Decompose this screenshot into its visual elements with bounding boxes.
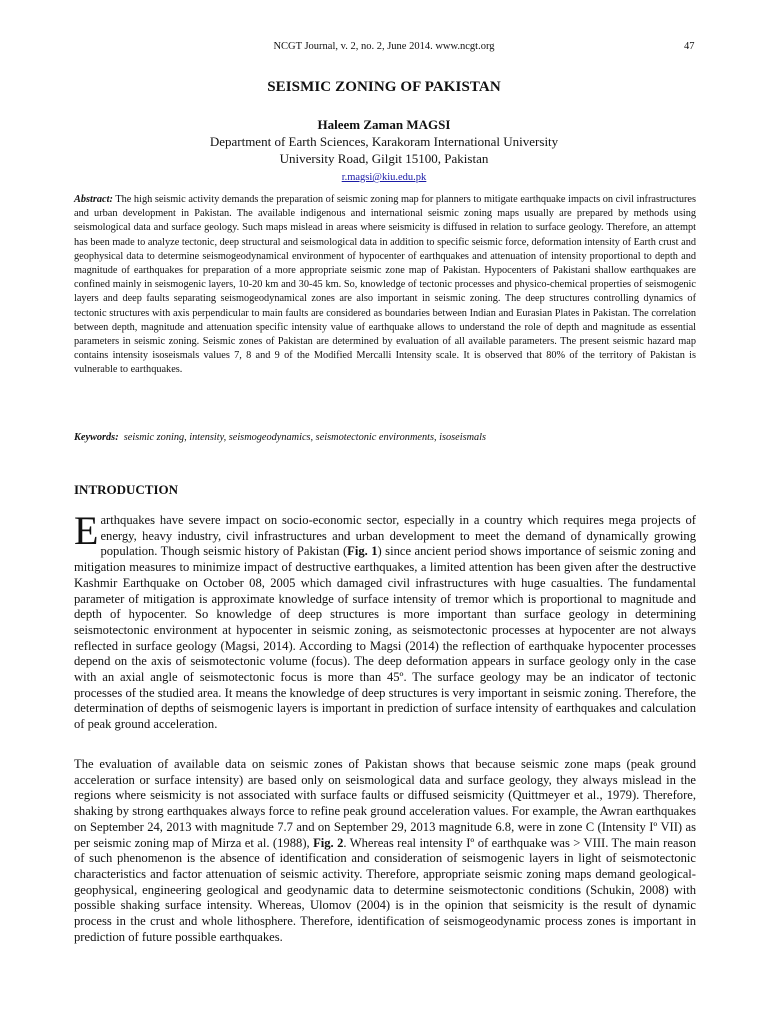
intro-paragraph-2	[74, 757, 696, 945]
paper-title: SEISMIC ZONING OF PAKISTAN	[267, 79, 501, 95]
author-department: Department of Earth Sciences, Karakoram International University	[209, 134, 559, 149]
intro-paragraph-1	[74, 508, 696, 733]
author-block	[0, 116, 768, 185]
dropcap: E	[74, 508, 99, 553]
intro-p2-text-b: . Whereas real intensity Iº of earthquake was > VIII. The main reason of such phenomenon is the absence of identification and consideration of seismogenic layers in light of seismotectonic characteristics and factor attenuation of seismic activity. Therefore, appropriate seismic zoning maps demand geological-geophysical, engineering geological and geodynamic data to determine seismotectonic conditions (Schukin, 2008) with possible shaking surface intensity. Whereas, Ulomov (2004) is in the opinion that seismicity is the result of dynamic process in the crust and whole lithosphere. Therefore, identification of seismogeodynamic process zones is important in prediction of future possible earthquakes.	[74, 835, 696, 944]
figure-1-reference[interactable]: Fig. 1	[347, 544, 378, 559]
author-name: Haleem Zaman MAGSI	[317, 117, 451, 132]
author-email-link[interactable]: r.magsi@kiu.edu.pk	[341, 172, 427, 183]
page-number: 47	[684, 41, 695, 52]
keywords-label: Keywords:	[74, 432, 119, 443]
intro-p2-text-a: The evaluation of available data on seismic zones of Pakistan shows that because seismic zone maps (peak ground acceleration or surface intensity) are based only on seismological data and surface geology, they always mislead in the regions where seismicity is not associated with surface faults or diffused seismicity (Quittmeyer et al., 1979). Therefore, shaking by strong earthquakes always force to refine peak ground acceleration values. For example, the Awran earthquakes on September 24, 2013 with magnitude 7.7 and on September 29, 2013 magnitude 6.8, were in zone C (Intensity Iº VII) as per seismic zoning map of Mirza et al. (1988),	[74, 757, 696, 850]
running-head: NCGT Journal, v. 2, no. 2, June 2014. www.ncgt.org	[273, 41, 495, 52]
abstract-text: The high seismic activity demands the preparation of seismic zoning map for planners to mitigate earthquake impacts on civil infrastructures and urban development in Pakistan. The available indigenous and international seismic zoning maps usually are prepared by methods using seismological data and surface geology. Such maps mislead in areas where seismicity is diffused in relation to surface geology. Therefore, an attempt has been made to analyze tectonic, deep structural and seismological data in addition to specific seismic force, deformation intensity of Earth crust and geophysical data to determine seismogeodynamical environment of hypocenter of earthquakes and attenuation of intensity proportional to depth and magnitude of earthquakes for preparation of a more appropriate seismic zone map of Pakistan. Hypocenters of Pakistani shallow earthquakes are confined mainly in seismogenic layers, 10-20 km and 30-45 km. So, knowledge of tectonic processes and physico-chemical properties of seismogenic layers and deep faults separating seismogeodynamical zones are also important in seismic zoning. The deep structures controlling dynamics of tectonic structures with axis perpendicular to main faults are considered as boundaries between Indian and Eurasian Plates in Pakistan. The correlation between depth, magnitude and attenuation specific intensity value of earthquake allows to understand the role of depth and magnitude as essential parameters in seismic zoning. Seismic zones of Pakistan are determined by evaluation of all available parameters. The present seismic hazard map contains intensity isoseismals values 7, 8 and 9 of the Modified Mercalli Intensity scale. It is observed that 80% of the territory of Pakistan is vulnerable to earthquakes.	[74, 194, 697, 376]
intro-p1-text-a: arthquakes have severe impact on socio-economic sector, especially in a country which requires mega projects of energy, heavy industry, civil infrastructures and urban development to meet the demand of dynamically growing population. Though seismic history of Pakistan (	[100, 513, 696, 559]
keywords-text: seismic zoning, intensity, seismogeodynamics, seismotectonic environments, isoseismals	[123, 432, 487, 443]
keywords	[74, 432, 696, 443]
intro-p1-text-b: ) since ancient period shows importance of seismic zoning and mitigation measures to minimize impact of destructive earthquakes, a limited attention has been given after the destructive Kashmir Earthquake on October 08, 2005 which damaged civil infrastructures with huge casualties. The fundamental parameter of mitigation is approximate knowledge of surface intensity of tremor which is proportional to magnitude and depth of hypocenter. So knowledge of deep structures is more important than surface geology in determining seismotectonic environment at hypocenter in seismic zoning, as seismotectonic processes at hypocenter are not always reflected in surface geology (Magsi, 2014). According to Magsi (2014) the reflection of earthquake hypocenter processes depend on the axis of seismotectonic volume (focus). The deep deformation appears in surface geology only in the case with an axial angle of seismotectonic focus is more than 45º. The surface geology may be an indicator of tectonic processes of the studied area. It means the knowledge of deep structures is very important in seismic zoning. Therefore, the determination of depths of seismogenic layers is important in prediction of surface intensity of earthquakes and calculation of peak ground acceleration.	[74, 544, 696, 732]
author-address: University Road, Gilgit 15100, Pakistan	[279, 151, 489, 166]
section-heading-introduction: INTRODUCTION	[74, 482, 179, 497]
abstract-label: Abstract:	[74, 194, 113, 205]
abstract	[74, 193, 696, 378]
figure-2-reference[interactable]: Fig. 2	[313, 835, 344, 850]
